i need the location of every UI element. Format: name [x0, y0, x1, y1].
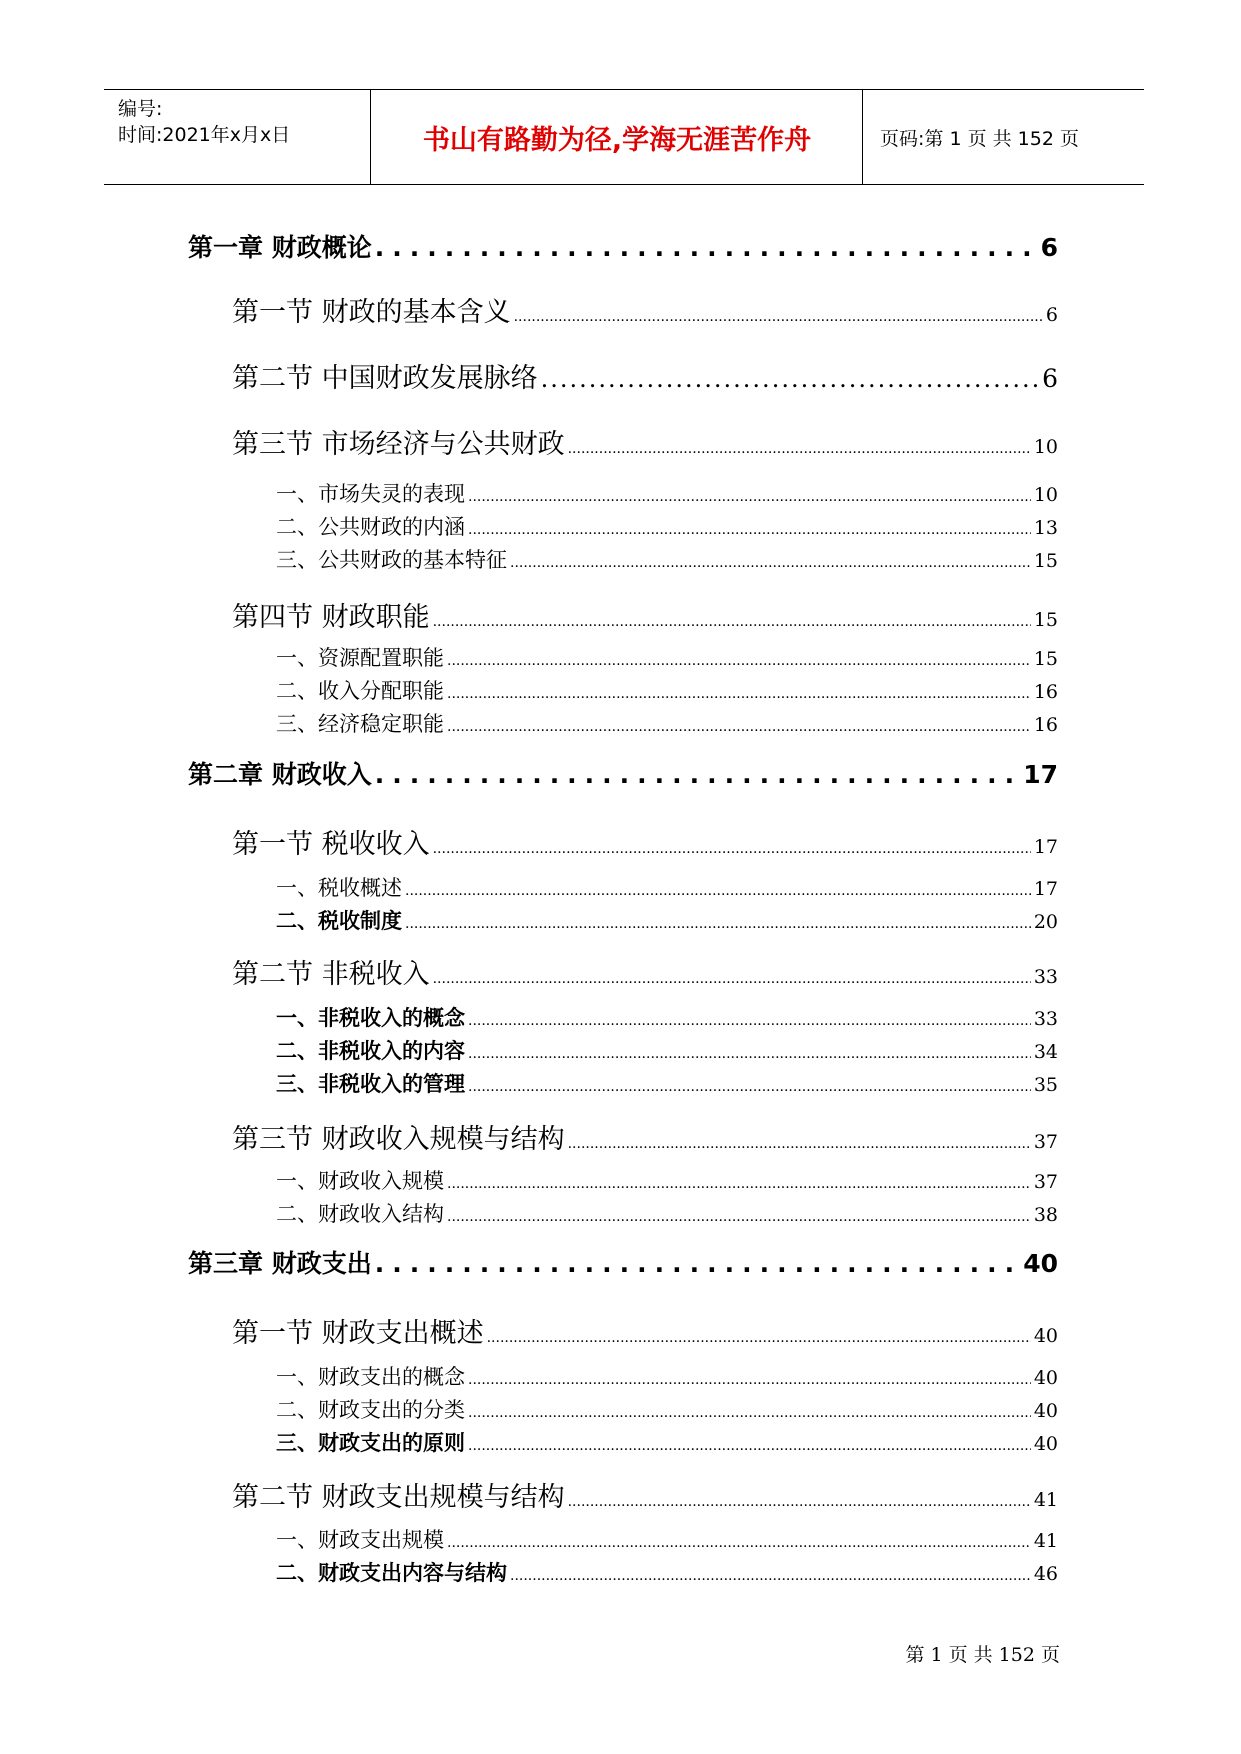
toc-dot-leader — [447, 1209, 1031, 1225]
toc-entry-title: 二、财政支出内容与结构 — [276, 1561, 507, 1585]
toc-item-entry — [276, 544, 1058, 574]
toc-entry-title: 第一章 财政概论 — [188, 233, 372, 262]
toc-page-number: 10 — [1033, 436, 1058, 458]
toc-page-number: 17 — [1033, 878, 1058, 900]
toc-dot-leader — [447, 686, 1031, 702]
toc-item-entry — [276, 1557, 1058, 1587]
toc-page-number: 37 — [1033, 1171, 1058, 1193]
toc-dot-leader — [375, 1249, 1020, 1278]
toc-dot-leader — [433, 971, 1031, 987]
toc-entry-title: 第二节 非税收入 — [232, 959, 430, 990]
toc-entry-title: 第一节 财政的基本含义 — [232, 297, 511, 328]
toc-page-number: 33 — [1033, 966, 1058, 988]
toc-entry-title: 一、财政收入规模 — [276, 1169, 444, 1193]
toc-entry-title: 二、税收制度 — [276, 909, 402, 933]
toc-item-entry — [276, 1427, 1058, 1457]
toc-entry-title: 一、非税收入的概念 — [276, 1006, 465, 1030]
toc-dot-leader — [468, 1079, 1031, 1095]
toc-page-number: 16 — [1033, 681, 1058, 703]
toc-entry-title: 第一节 财政支出概述 — [232, 1318, 484, 1349]
toc-entry-title: 三、经济稳定职能 — [276, 712, 444, 736]
toc-item-entry — [276, 872, 1058, 902]
toc-item-entry — [276, 1068, 1058, 1098]
toc-dot-leader — [468, 522, 1031, 538]
toc-section-entry — [232, 822, 1058, 861]
toc-page-number: 13 — [1033, 517, 1058, 539]
toc-dot-leader — [568, 441, 1031, 457]
page-footer: 第 1 页 共 152 页 — [905, 1644, 1060, 1666]
toc-section-entry — [232, 290, 1058, 329]
toc-dot-leader — [468, 1438, 1031, 1454]
toc-section-entry — [232, 356, 1058, 395]
toc-dot-leader — [487, 1330, 1031, 1346]
toc-entry-title: 一、资源配置职能 — [276, 646, 444, 670]
toc-item-entry — [276, 1002, 1058, 1032]
toc-dot-leader — [468, 489, 1031, 505]
toc-entry-title: 二、公共财政的内涵 — [276, 515, 465, 539]
toc-item-entry — [276, 1394, 1058, 1424]
toc-item-entry — [276, 1524, 1058, 1554]
toc-section-entry — [232, 952, 1058, 991]
toc-entry-title: 三、非税收入的管理 — [276, 1072, 465, 1096]
toc-page-number: 40 — [1033, 1325, 1058, 1347]
toc-dot-leader — [447, 1176, 1031, 1192]
toc-dot-leader — [468, 1013, 1031, 1029]
toc-chapter-entry — [188, 755, 1058, 791]
toc-item-entry — [276, 675, 1058, 705]
toc-dot-leader — [447, 719, 1031, 735]
toc-page-number: 33 — [1033, 1008, 1058, 1030]
toc-entry-title: 一、财政支出规模 — [276, 1528, 444, 1552]
toc-entry-title: 第二节 中国财政发展脉络 — [232, 363, 538, 394]
toc-entry-title: 一、税收概述 — [276, 876, 402, 900]
toc-page-number: 15 — [1033, 648, 1058, 670]
toc-dot-leader — [468, 1405, 1031, 1421]
toc-entry-title: 二、收入分配职能 — [276, 679, 444, 703]
toc-page-number: 6 — [1042, 364, 1058, 393]
toc-chapter-entry — [188, 1244, 1058, 1280]
toc-entry-title: 三、财政支出的原则 — [276, 1431, 465, 1455]
toc-section-entry — [232, 595, 1058, 634]
toc-dot-leader — [468, 1372, 1031, 1388]
header-motto: 书山有路勤为径,学海无涯苦作舟 — [422, 124, 812, 156]
toc-page-number: 34 — [1033, 1041, 1058, 1063]
toc-dot-leader — [433, 841, 1031, 857]
toc-page-number: 17 — [1033, 836, 1058, 858]
document-number-label: 编号: — [118, 98, 163, 120]
toc-page-number: 46 — [1033, 1563, 1058, 1585]
toc-page-number: 40 — [1033, 1433, 1058, 1455]
toc-entry-title: 二、非税收入的内容 — [276, 1039, 465, 1063]
toc-page-number: 35 — [1033, 1074, 1058, 1096]
toc-dot-leader — [405, 916, 1031, 932]
toc-page-number: 6 — [1045, 304, 1058, 326]
toc-section-entry — [232, 1311, 1058, 1350]
toc-item-entry — [276, 478, 1058, 508]
toc-dot-leader — [568, 1136, 1031, 1152]
toc-dot-leader — [433, 614, 1031, 630]
toc-section-entry — [232, 422, 1058, 461]
toc-entry-title: 三、公共财政的基本特征 — [276, 548, 507, 572]
toc-section-entry — [232, 1475, 1058, 1514]
toc-entry-title: 第三节 市场经济与公共财政 — [232, 429, 565, 460]
toc-entry-title: 第二节 财政支出规模与结构 — [232, 1482, 565, 1513]
toc-item-entry — [276, 511, 1058, 541]
toc-dot-leader — [541, 365, 1040, 393]
toc-item-entry — [276, 708, 1058, 738]
toc-page-number: 15 — [1033, 550, 1058, 572]
toc-entry-title: 第三章 财政支出 — [188, 1249, 372, 1278]
toc-page-number: 38 — [1033, 1204, 1058, 1226]
toc-page-number: 40 — [1033, 1400, 1058, 1422]
toc-item-entry — [276, 1165, 1058, 1195]
toc-entry-title: 二、财政支出的分类 — [276, 1398, 465, 1422]
toc-dot-leader — [568, 1494, 1031, 1510]
toc-dot-leader — [375, 760, 1020, 789]
toc-page-number: 17 — [1023, 760, 1058, 789]
toc-item-entry — [276, 1035, 1058, 1065]
toc-dot-leader — [510, 1568, 1031, 1584]
toc-page-number: 37 — [1033, 1131, 1058, 1153]
toc-page-number: 10 — [1033, 484, 1058, 506]
toc-entry-title: 第一节 税收收入 — [232, 829, 430, 860]
toc-page-number: 40 — [1033, 1367, 1058, 1389]
toc-dot-leader — [375, 233, 1038, 262]
toc-dot-leader — [447, 1535, 1031, 1551]
toc-entry-title: 第四节 财政职能 — [232, 602, 430, 633]
toc-entry-title: 第三节 财政收入规模与结构 — [232, 1124, 565, 1155]
toc-page-number: 16 — [1033, 714, 1058, 736]
header-page-info: 页码:第 1 页 共 152 页 — [880, 127, 1079, 150]
toc-page-number: 20 — [1033, 911, 1058, 933]
toc-dot-leader — [405, 883, 1031, 899]
toc-item-entry — [276, 905, 1058, 935]
toc-chapter-entry — [188, 228, 1058, 264]
toc-page-number: 40 — [1023, 1249, 1058, 1278]
toc-entry-title: 二、财政收入结构 — [276, 1202, 444, 1226]
document-time-label: 时间:2021年x月x日 — [118, 124, 291, 146]
toc-entry-title: 一、市场失灵的表现 — [276, 482, 465, 506]
toc-page-number: 15 — [1033, 609, 1058, 631]
toc-item-entry — [276, 1361, 1058, 1391]
toc-dot-leader — [514, 309, 1043, 325]
toc-entry-title: 一、财政支出的概念 — [276, 1365, 465, 1389]
toc-page-number: 6 — [1040, 233, 1058, 262]
toc-section-entry — [232, 1117, 1058, 1156]
toc-dot-leader — [468, 1046, 1031, 1062]
toc-dot-leader — [447, 653, 1031, 669]
toc-page-number: 41 — [1033, 1530, 1058, 1552]
toc-dot-leader — [510, 555, 1031, 571]
toc-item-entry — [276, 1198, 1058, 1228]
toc-item-entry — [276, 642, 1058, 672]
toc-entry-title: 第二章 财政收入 — [188, 760, 372, 789]
toc-page-number: 41 — [1033, 1489, 1058, 1511]
